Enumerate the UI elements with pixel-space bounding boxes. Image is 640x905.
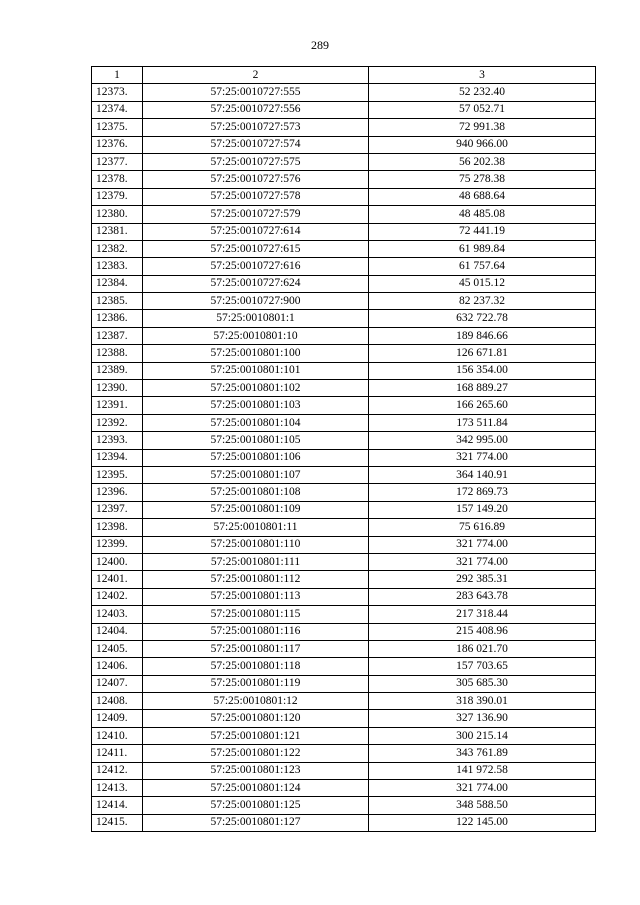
table-row: [92, 675, 596, 692]
row-number-cell: 12377.: [92, 153, 143, 170]
cadastral-number-cell: 57:25:0010727:575: [143, 153, 369, 170]
cadastral-number-cell: 57:25:0010727:579: [143, 206, 369, 223]
cadastral-number-cell: 57:25:0010801:101: [143, 362, 369, 379]
row-number-cell: 12373.: [92, 84, 143, 101]
value-cell: 292 385.31: [369, 571, 596, 588]
table-row: [92, 571, 596, 588]
cadastral-number-cell: 57:25:0010801:111: [143, 553, 369, 570]
value-cell: 141 972.58: [369, 762, 596, 779]
value-cell: 48 688.64: [369, 188, 596, 205]
value-cell: 157 703.65: [369, 658, 596, 675]
column-header-2: 2: [143, 67, 369, 84]
table-row: [92, 449, 596, 466]
value-cell: 321 774.00: [369, 553, 596, 570]
table-row: [92, 484, 596, 501]
table-row: [92, 606, 596, 623]
cadastral-number-cell: 57:25:0010727:556: [143, 101, 369, 118]
table-header: [92, 67, 596, 84]
cadastral-number-cell: 57:25:0010727:555: [143, 84, 369, 101]
table-row: [92, 119, 596, 136]
row-number-cell: 12385.: [92, 293, 143, 310]
cadastral-number-cell: 57:25:0010727:576: [143, 171, 369, 188]
cadastral-number-cell: 57:25:0010727:624: [143, 275, 369, 292]
row-number-cell: 12395.: [92, 466, 143, 483]
cadastral-number-cell: 57:25:0010727:614: [143, 223, 369, 240]
value-cell: 186 021.70: [369, 640, 596, 657]
row-number-cell: 12389.: [92, 362, 143, 379]
row-number-cell: 12406.: [92, 658, 143, 675]
value-cell: 82 237.32: [369, 293, 596, 310]
row-number-cell: 12408.: [92, 693, 143, 710]
row-number-cell: 12399.: [92, 536, 143, 553]
row-number-cell: 12381.: [92, 223, 143, 240]
value-cell: 156 354.00: [369, 362, 596, 379]
row-number-cell: 12407.: [92, 675, 143, 692]
table-row: [92, 710, 596, 727]
value-cell: 126 671.81: [369, 345, 596, 362]
cadastral-number-cell: 57:25:0010801:118: [143, 658, 369, 675]
value-cell: 343 761.89: [369, 745, 596, 762]
value-cell: 48 485.08: [369, 206, 596, 223]
cadastral-number-cell: 57:25:0010801:115: [143, 606, 369, 623]
table-row: [92, 258, 596, 275]
value-cell: 300 215.14: [369, 727, 596, 744]
value-cell: 321 774.00: [369, 536, 596, 553]
row-number-cell: 12413.: [92, 780, 143, 797]
cadastral-number-cell: 57:25:0010727:900: [143, 293, 369, 310]
row-number-cell: 12415.: [92, 814, 143, 831]
row-number-cell: 12396.: [92, 484, 143, 501]
cadastral-number-cell: 57:25:0010801:127: [143, 814, 369, 831]
table-row: [92, 797, 596, 814]
value-cell: 632 722.78: [369, 310, 596, 327]
row-number-cell: 12411.: [92, 745, 143, 762]
cadastral-number-cell: 57:25:0010727:573: [143, 119, 369, 136]
cadastral-number-cell: 57:25:0010801:110: [143, 536, 369, 553]
value-cell: 940 966.00: [369, 136, 596, 153]
value-cell: 189 846.66: [369, 327, 596, 344]
table-row: [92, 762, 596, 779]
cadastral-number-cell: 57:25:0010801:112: [143, 571, 369, 588]
row-number-cell: 12400.: [92, 553, 143, 570]
value-cell: 75 616.89: [369, 519, 596, 536]
row-number-cell: 12405.: [92, 640, 143, 657]
table-row: [92, 240, 596, 257]
row-number-cell: 12402.: [92, 588, 143, 605]
value-cell: 321 774.00: [369, 449, 596, 466]
value-cell: 45 015.12: [369, 275, 596, 292]
table-row: [92, 310, 596, 327]
row-number-cell: 12409.: [92, 710, 143, 727]
row-number-cell: 12376.: [92, 136, 143, 153]
value-cell: 168 889.27: [369, 380, 596, 397]
table-row: [92, 153, 596, 170]
value-cell: 122 145.00: [369, 814, 596, 831]
cadastral-number-cell: 57:25:0010801:119: [143, 675, 369, 692]
cadastral-number-cell: 57:25:0010801:11: [143, 519, 369, 536]
cadastral-number-cell: 57:25:0010801:107: [143, 466, 369, 483]
value-cell: 342 995.00: [369, 432, 596, 449]
value-cell: 283 643.78: [369, 588, 596, 605]
row-number-cell: 12388.: [92, 345, 143, 362]
table-row: [92, 345, 596, 362]
cadastral-number-cell: 57:25:0010801:102: [143, 380, 369, 397]
row-number-cell: 12401.: [92, 571, 143, 588]
cadastral-value-table: [91, 66, 596, 832]
value-cell: 364 140.91: [369, 466, 596, 483]
row-number-cell: 12410.: [92, 727, 143, 744]
cadastral-number-cell: 57:25:0010727:615: [143, 240, 369, 257]
row-number-cell: 12412.: [92, 762, 143, 779]
value-cell: 52 232.40: [369, 84, 596, 101]
table-row: [92, 397, 596, 414]
cadastral-number-cell: 57:25:0010801:105: [143, 432, 369, 449]
cadastral-number-cell: 57:25:0010801:113: [143, 588, 369, 605]
value-cell: 327 136.90: [369, 710, 596, 727]
row-number-cell: 12375.: [92, 119, 143, 136]
table-row: [92, 640, 596, 657]
value-cell: 157 149.20: [369, 501, 596, 518]
row-number-cell: 12374.: [92, 101, 143, 118]
cadastral-number-cell: 57:25:0010801:122: [143, 745, 369, 762]
table-row: [92, 780, 596, 797]
value-cell: 61 989.84: [369, 240, 596, 257]
row-number-cell: 12393.: [92, 432, 143, 449]
table-row: [92, 519, 596, 536]
cadastral-number-cell: 57:25:0010801:124: [143, 780, 369, 797]
table-row: [92, 136, 596, 153]
table-row: [92, 414, 596, 431]
table-row: [92, 188, 596, 205]
table-row: [92, 501, 596, 518]
value-cell: 172 869.73: [369, 484, 596, 501]
value-cell: 348 588.50: [369, 797, 596, 814]
table-row: [92, 275, 596, 292]
row-number-cell: 12391.: [92, 397, 143, 414]
cadastral-number-cell: 57:25:0010727:574: [143, 136, 369, 153]
row-number-cell: 12403.: [92, 606, 143, 623]
row-number-cell: 12414.: [92, 797, 143, 814]
value-cell: 166 265.60: [369, 397, 596, 414]
table-row: [92, 84, 596, 101]
row-number-cell: 12392.: [92, 414, 143, 431]
cadastral-number-cell: 57:25:0010801:109: [143, 501, 369, 518]
table-row: [92, 327, 596, 344]
table-row: [92, 553, 596, 570]
table-row: [92, 693, 596, 710]
cadastral-number-cell: 57:25:0010801:117: [143, 640, 369, 657]
table-row: [92, 171, 596, 188]
table-row: [92, 588, 596, 605]
table-row: [92, 658, 596, 675]
value-cell: 305 685.30: [369, 675, 596, 692]
row-number-cell: 12379.: [92, 188, 143, 205]
cadastral-number-cell: 57:25:0010801:120: [143, 710, 369, 727]
cadastral-number-cell: 57:25:0010801:12: [143, 693, 369, 710]
row-number-cell: 12386.: [92, 310, 143, 327]
row-number-cell: 12380.: [92, 206, 143, 223]
value-cell: 75 278.38: [369, 171, 596, 188]
value-cell: 72 991.38: [369, 119, 596, 136]
cadastral-number-cell: 57:25:0010801:108: [143, 484, 369, 501]
table-row: [92, 727, 596, 744]
table-row: [92, 814, 596, 831]
table-body: [92, 84, 596, 832]
row-number-cell: 12387.: [92, 327, 143, 344]
row-number-cell: 12404.: [92, 623, 143, 640]
table-row: [92, 466, 596, 483]
column-header-3: 3: [369, 67, 596, 84]
table-row: [92, 380, 596, 397]
cadastral-number-cell: 57:25:0010801:106: [143, 449, 369, 466]
row-number-cell: 12398.: [92, 519, 143, 536]
table-row: [92, 101, 596, 118]
cadastral-number-cell: 57:25:0010727:578: [143, 188, 369, 205]
value-cell: 217 318.44: [369, 606, 596, 623]
table-row: [92, 206, 596, 223]
table-row: [92, 536, 596, 553]
cadastral-number-cell: 57:25:0010801:103: [143, 397, 369, 414]
table-row: [92, 362, 596, 379]
cadastral-number-cell: 57:25:0010801:100: [143, 345, 369, 362]
cadastral-number-cell: 57:25:0010801:125: [143, 797, 369, 814]
value-cell: 57 052.71: [369, 101, 596, 118]
value-cell: 173 511.84: [369, 414, 596, 431]
table-row: [92, 745, 596, 762]
row-number-cell: 12384.: [92, 275, 143, 292]
cadastral-number-cell: 57:25:0010801:104: [143, 414, 369, 431]
value-cell: 321 774.00: [369, 780, 596, 797]
cadastral-number-cell: 57:25:0010801:1: [143, 310, 369, 327]
cadastral-number-cell: 57:25:0010801:123: [143, 762, 369, 779]
row-number-cell: 12378.: [92, 171, 143, 188]
row-number-cell: 12383.: [92, 258, 143, 275]
row-number-cell: 12397.: [92, 501, 143, 518]
cadastral-number-cell: 57:25:0010801:121: [143, 727, 369, 744]
page-number: 289: [311, 38, 329, 52]
value-cell: 318 390.01: [369, 693, 596, 710]
table-row: [92, 293, 596, 310]
cadastral-number-cell: 57:25:0010801:10: [143, 327, 369, 344]
header-row: [92, 67, 596, 84]
row-number-cell: 12390.: [92, 380, 143, 397]
row-number-cell: 12382.: [92, 240, 143, 257]
table-row: [92, 432, 596, 449]
value-cell: 61 757.64: [369, 258, 596, 275]
table-row: [92, 623, 596, 640]
value-cell: 72 441.19: [369, 223, 596, 240]
column-header-1: 1: [92, 67, 143, 84]
value-cell: 56 202.38: [369, 153, 596, 170]
value-cell: 215 408.96: [369, 623, 596, 640]
cadastral-number-cell: 57:25:0010727:616: [143, 258, 369, 275]
table-row: [92, 223, 596, 240]
cadastral-number-cell: 57:25:0010801:116: [143, 623, 369, 640]
row-number-cell: 12394.: [92, 449, 143, 466]
